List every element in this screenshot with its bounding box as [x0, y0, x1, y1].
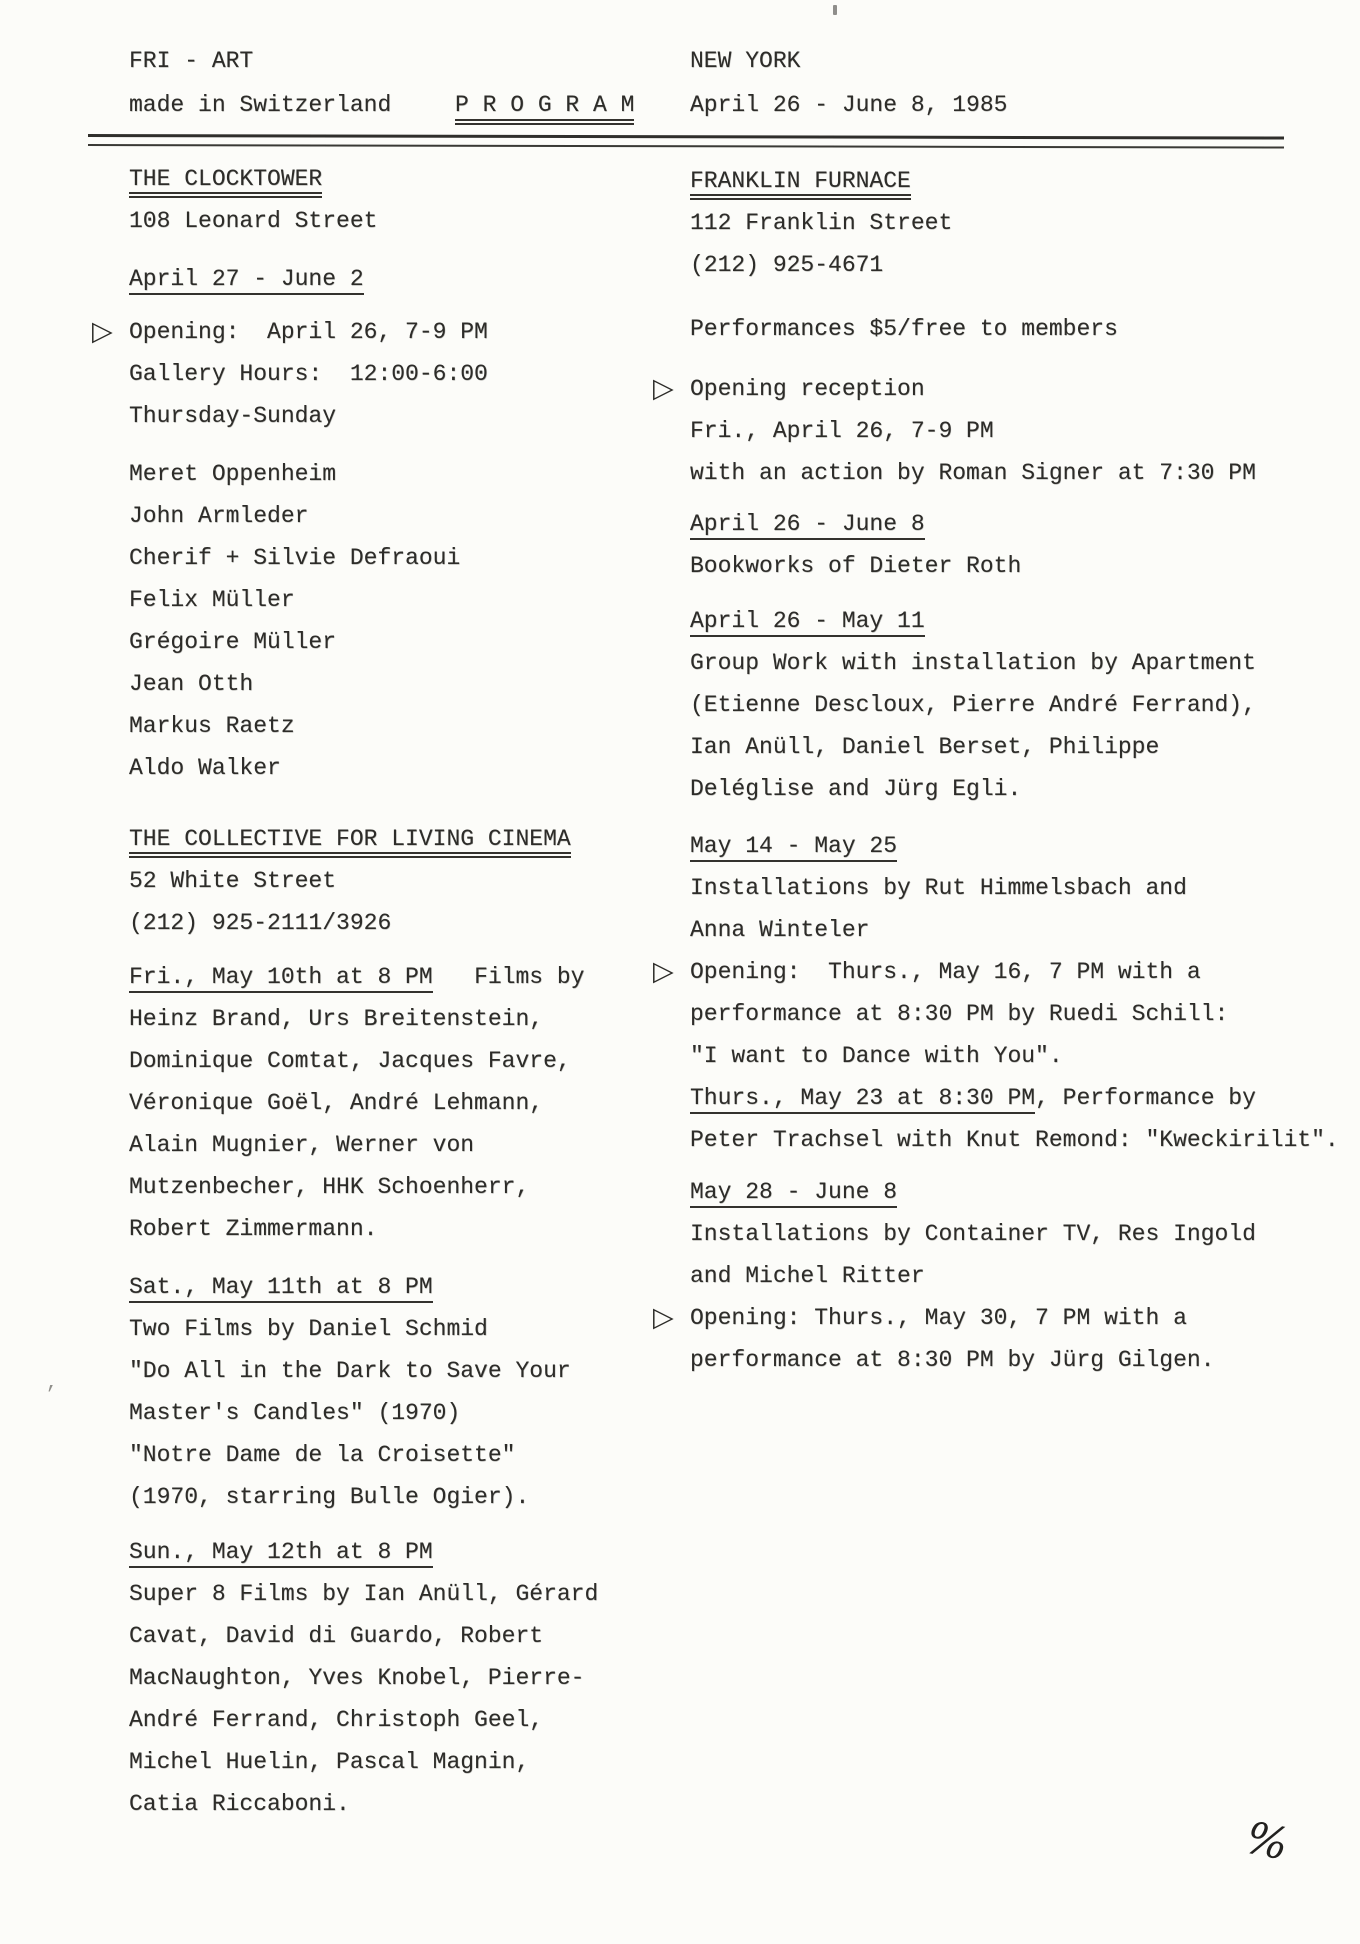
furnace-opening-reception-block: [653, 368, 1355, 494]
event-heading: Fri., May 10th at 8 PM Films by: [129, 956, 689, 998]
opening-marker-icon: ▷: [92, 316, 113, 347]
event-line: Cavat, David di Guardo, Robert: [129, 1623, 544, 1649]
event-line: Robert Zimmermann.: [129, 1216, 378, 1242]
clocktower-dates: April 27 - June 2: [129, 258, 689, 300]
program-line: Deléglise and Jürg Egli.: [690, 776, 1022, 802]
program-line: Ian Anüll, Daniel Berset, Philippe: [690, 734, 1160, 760]
cinema-venue-name: THE COLLECTIVE FOR LIVING CINEMA: [129, 818, 689, 860]
clocktower-artist-list: [129, 453, 689, 789]
right-column: [653, 160, 1355, 1381]
cinema-phone: (212) 925-2111/3926: [129, 910, 392, 936]
clocktower-opening-line: ▷ Opening: April 26, 7-9 PM: [129, 311, 689, 353]
clocktower-venue-name: THE CLOCKTOWER: [129, 158, 689, 200]
program-line: Peter Trachsel with Knut Remond: "Kweckirilit".: [690, 1127, 1339, 1153]
program-line: Installations by Rut Himmelsbach and: [690, 875, 1187, 901]
header-divider-rule: [88, 134, 1284, 149]
opening-marker-icon: ▷: [653, 373, 674, 404]
event-line: (1970, starring Bulle Ogier).: [129, 1484, 530, 1510]
furnace-program-installations-may: [653, 825, 1355, 1161]
artist-name: Aldo Walker: [129, 755, 281, 781]
event-line: "Notre Dame de la Croisette": [129, 1442, 516, 1468]
event-line: Michel Huelin, Pascal Magnin,: [129, 1749, 530, 1775]
scan-artifact: ,: [46, 1372, 59, 1395]
event-line: Master's Candles" (1970): [129, 1400, 461, 1426]
furnace-venue-name: FRANKLIN FURNACE: [690, 160, 1355, 202]
program-dates: April 26 - June 8: [690, 503, 1355, 545]
artist-name: Grégoire Müller: [129, 629, 337, 655]
program-opening-line: "I want to Dance with You".: [690, 1043, 1063, 1069]
event-line: Dominique Comtat, Jacques Favre,: [129, 1048, 571, 1074]
event-line: Véronique Goël, André Lehmann,: [129, 1090, 544, 1116]
program-line: and Michel Ritter: [690, 1263, 925, 1289]
event-line: Alain Mugnier, Werner von: [129, 1132, 475, 1158]
event-heading: Sat., May 11th at 8 PM: [129, 1266, 689, 1308]
clocktower-days: Thursday-Sunday: [129, 403, 337, 429]
cinema-event-friday: [129, 956, 689, 1250]
event-line: Heinz Brand, Urs Breitenstein,: [129, 1006, 544, 1032]
program-title: [455, 90, 634, 120]
event-line: Catia Riccaboni.: [129, 1791, 350, 1817]
program-line: Anna Winteler: [690, 917, 870, 943]
artist-name: Felix Müller: [129, 587, 295, 613]
furnace-phone: (212) 925-4671: [690, 252, 884, 278]
program-line: Group Work with installation by Apartment: [690, 650, 1256, 676]
program-line: Installations by Container TV, Res Ingold: [690, 1221, 1256, 1247]
left-column: [92, 158, 689, 1825]
cinema-event-sunday: [129, 1531, 689, 1825]
opening-reception-line: Fri., April 26, 7-9 PM: [690, 418, 994, 444]
furnace-admission: Performances $5/free to members: [690, 316, 1118, 342]
clocktower-hours: Gallery Hours: 12:00-6:00: [129, 361, 488, 387]
city-label: NEW YORK: [690, 48, 801, 74]
program-opening-line: performance at 8:30 PM by Jürg Gilgen.: [690, 1347, 1215, 1373]
opening-marker-icon: ▷: [653, 956, 674, 987]
artist-name: John Armleder: [129, 503, 309, 529]
program-dates: April 26 - May 11: [690, 600, 1355, 642]
program-opening-line: ▷ Opening: Thurs., May 16, 7 PM with a: [690, 951, 1355, 993]
program-title-text: P R O G R A M: [455, 92, 634, 125]
furnace-program-container-tv: [653, 1171, 1355, 1381]
clocktower-opening-block: [92, 311, 689, 437]
org-subtitle: made in Switzerland: [129, 92, 392, 118]
clocktower-address: 108 Leonard Street: [129, 208, 378, 234]
event-line: Super 8 Films by Ian Anüll, Gérard: [129, 1581, 599, 1607]
program-line: (Etienne Descloux, Pierre André Ferrand),: [690, 692, 1256, 718]
event-line: "Do All in the Dark to Save Your: [129, 1358, 571, 1384]
program-performance-heading: Thurs., May 23 at 8:30 PM, Performance by: [690, 1077, 1355, 1119]
artist-name: Jean Otth: [129, 671, 254, 697]
cinema-address: 52 White Street: [129, 868, 337, 894]
program-opening-line: performance at 8:30 PM by Ruedi Schill:: [690, 1001, 1229, 1027]
cinema-event-saturday: [129, 1266, 689, 1518]
program-date-range: April 26 - June 8, 1985: [690, 92, 1008, 118]
program-dates: May 28 - June 8: [690, 1171, 1355, 1213]
furnace-program-groupwork: [690, 600, 1355, 810]
org-name: FRI - ART: [129, 48, 254, 74]
furnace-program-roth: [690, 503, 1355, 587]
furnace-address: 112 Franklin Street: [690, 210, 953, 236]
event-line: André Ferrand, Christoph Geel,: [129, 1707, 544, 1733]
artist-name: Cherif + Silvie Defraoui: [129, 545, 461, 571]
event-line: MacNaughton, Yves Knobel, Pierre-: [129, 1665, 585, 1691]
performance-heading-suffix: , Performance by: [1035, 1085, 1256, 1111]
opening-reception-line: with an action by Roman Signer at 7:30 PM: [690, 460, 1256, 486]
event-line: Two Films by Daniel Schmid: [129, 1316, 488, 1342]
opening-marker-icon: ▷: [653, 1302, 674, 1333]
event-heading: Sun., May 12th at 8 PM: [129, 1531, 689, 1573]
event-line: Mutzenbecher, HHK Schoenherr,: [129, 1174, 530, 1200]
opening-reception-line: ▷ Opening reception: [690, 368, 1355, 410]
program-opening-line: ▷ Opening: Thurs., May 30, 7 PM with a: [690, 1297, 1355, 1339]
event-heading-suffix: Films by: [432, 964, 585, 990]
artist-name: Meret Oppenheim: [129, 461, 337, 487]
program-dates: May 14 - May 25: [690, 825, 1355, 867]
program-line: Bookworks of Dieter Roth: [690, 553, 1022, 579]
artist-name: Markus Raetz: [129, 713, 295, 739]
handwritten-percent-mark: %: [1241, 1812, 1293, 1871]
scan-artifact: [833, 5, 837, 15]
